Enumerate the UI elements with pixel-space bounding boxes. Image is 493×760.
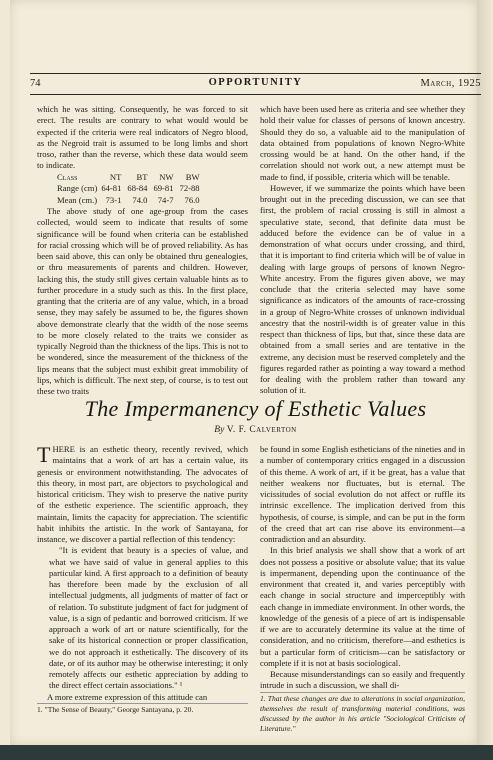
table-cell: 72-88: [179, 183, 200, 193]
table-cell: 73-1: [105, 194, 122, 205]
block-quote: "It is evident that beauty is a species of value, and what we have said of value in general applies to this particular kind. A first approach to a definition of beauty has therefore been made by the exclusion of all intellectual judgments, all judgments of matter of fact or of relation. To substitute judgment of fact for judgment of value, is a sign of pedantic and borrowed criticism. If we approach a work of art or nature scientifically, for the sake of its historical connection or proper classification, we do not approach it esthetically. The discovery of its date, or of its author may be otherwise interesting; it only remotely affects our esthetic appreciation by adding to the direct effect certain associations." ¹: [49, 545, 248, 691]
page-number: 74: [30, 78, 41, 89]
table-cell: 74-7: [157, 194, 174, 205]
table-header-cell: Class: [57, 171, 78, 182]
left-page-edge: [0, 0, 10, 760]
table-header-cell: NT: [109, 171, 122, 182]
journal-title: OPPORTUNITY: [208, 77, 303, 88]
paragraph: which have been used here as criteria and see whether they hold their value for classes of persons of known ancestry. Should they do so, a valuable aid to the manipulation of data obtained from populations of known Negro-White crossing would be at hand. On the other hand, if the correlation should not work out, a new attempt must be made to find, if possible, criteria which will be tenable.: [260, 104, 465, 182]
measurement-table: [57, 172, 206, 207]
byline: [30, 425, 481, 435]
article-title: The Impermanency of Esthetic Values: [84, 396, 427, 421]
table-header-row: [57, 172, 206, 184]
top-right-column: [260, 104, 465, 397]
top-left-column: [37, 104, 248, 397]
footnote: 1. "The Sense of Beauty," George Santayana, p. 20.: [37, 703, 248, 715]
paragraph: be found in some English estheticians of the nineties and in a number of contemporary critics engaged in a discussion of this theme. A work of art, if it be great, has a value that neither weakens nor fluctuates, but is eternal. The vicissitudes of social evolution do not affect or ruffle its intrinsic excellence. The implication derived from this hypothesis, of course, is simple, and can be put in the form of the creed that art can rise above its environment—a contradiction and an absurdity.: [260, 444, 465, 544]
table-cell: 64-81: [101, 183, 122, 193]
paragraph: which he was sitting. Consequently, he was forced to sit erect. The results are contrary to what would would be expected if the criteria were real indicators of Negro blood, as the Negroid trait is assumed to be long limbs and short troso, rather than the reverse, which these data would seem to indicate.: [37, 104, 248, 171]
table-header-cell: NW: [159, 171, 174, 182]
footnote-text: 1. That these changes are due to alterations in social organization, themselves the result of transforming material conditions, was discussed by the author in his article "Sociological Criticism of Literature.": [260, 693, 465, 733]
table-header-cell: BT: [136, 171, 148, 182]
paragraph-text: HERE is an esthetic theory, recently revived, which maintains that a work of art has a certain value, its genesis or environment notwithstanding. The advocates of this theory, in most part, are objectors to psychological and historical criticism. They wish to preserve the native purity of the esthetic experience. The scientific approach, they maintain, limits the capacity for appreciation. The scientific habit inhibits the artistic. In the work of Santayana, for instance, we discover a partial reflection of this tendency:: [37, 444, 248, 544]
header-top-rule: [30, 73, 481, 74]
header-bottom-rule: [30, 94, 481, 95]
table-cell: 76.0: [184, 194, 200, 205]
issue-date: March, 1925: [420, 78, 481, 89]
paragraph: The above study of one age-group from the cases collected, would seem to indicate that results of some significance will be found when criteria can be established for racial crossing which will be of proved reliability. As has been said above, this can only be obtained thru genealogies, or thru measurements of parents and children. However, lacking this, the study still gives certain valuable hints as to further procedure in a study such as this. In the first place, granting that the criteria are of any value, which, in a broad sense, they may safely be assumed to be, the figures shown above demonstrate clearly that the width of the nose seems to be more closely related to the traits we consider as typically Negroid than the thickness of the lips. This is not to be wondered, since the measurement of the thickness of the lips means that the subject must exhibit great immobility of lips, which is difficult. The next step, of course, is to test out these two traits: [37, 206, 248, 396]
bottom-left-column: [37, 444, 248, 715]
drop-cap: T: [37, 442, 51, 467]
byline-prefix: By: [214, 425, 225, 435]
table-cell: Mean (cm.): [57, 194, 98, 205]
running-header: [30, 76, 481, 92]
paragraph: A more extreme expression of this attitude can: [47, 691, 208, 702]
table-cell: 74.0: [132, 194, 148, 205]
table-cell: 68-84: [127, 183, 148, 193]
paragraph: Because misunderstandings can so easily and frequently intrude in such a discussion, we shall di-: [260, 669, 465, 691]
bottom-right-column: [260, 444, 465, 734]
table-row: [57, 183, 206, 195]
right-binding-edge: [477, 0, 493, 760]
table-header-cell: BW: [185, 171, 200, 182]
table-row: [57, 195, 206, 207]
paragraph: However, if we summarize the points which have been brought out in the preceding discussion, we can see that first, the problem of racial crossing is still in almost a speculative state, second, that definite data must be adduced before the evidence can be of value in a demonstration of what occurs under crossing, and third, that it is important to find criteria which will be of value in dealing with large groups of persons of known Negro-White ancestry. From the figures given above, we may conclude that the criteria selected may have some significance as indicators of the amounts of race-crossing in a group of Negro-White crosses of unknown individual ancestry that the nostril-width is of greater value in this respect than thickness of lips, but that, since these data are obtained from a small series and are tentative in the extreme, any decision must be reserved completely and the figures regarded rather as pointing a way toward a method for dealing with the problem rather than toward any solution of it.: [260, 182, 465, 396]
paragraph: In this brief analysis we shall show that a work of art does not possess a positive or absolute value; that its value is impermanent, depending upon the continuance of the environment that created it, and varies perceptibly with each change in social structure and imperceptibly with each change in immediate environment. In other words, the knowledge of the genesis of a piece of art is indispensable if we are to accurately determine its value at the time of consideration, and no criticism, therefore—and esthetics is but a particular form of criticism—can be satisfactory or complete if it is not at basis sociological.: [260, 545, 465, 668]
table-cell: Range (cm): [57, 183, 98, 193]
footnote: [260, 692, 465, 734]
author-name: V. F. Calverton: [226, 425, 297, 435]
opening-paragraph: [37, 444, 248, 545]
table-cell: 69-81: [153, 183, 174, 193]
scan-background: [0, 745, 493, 760]
